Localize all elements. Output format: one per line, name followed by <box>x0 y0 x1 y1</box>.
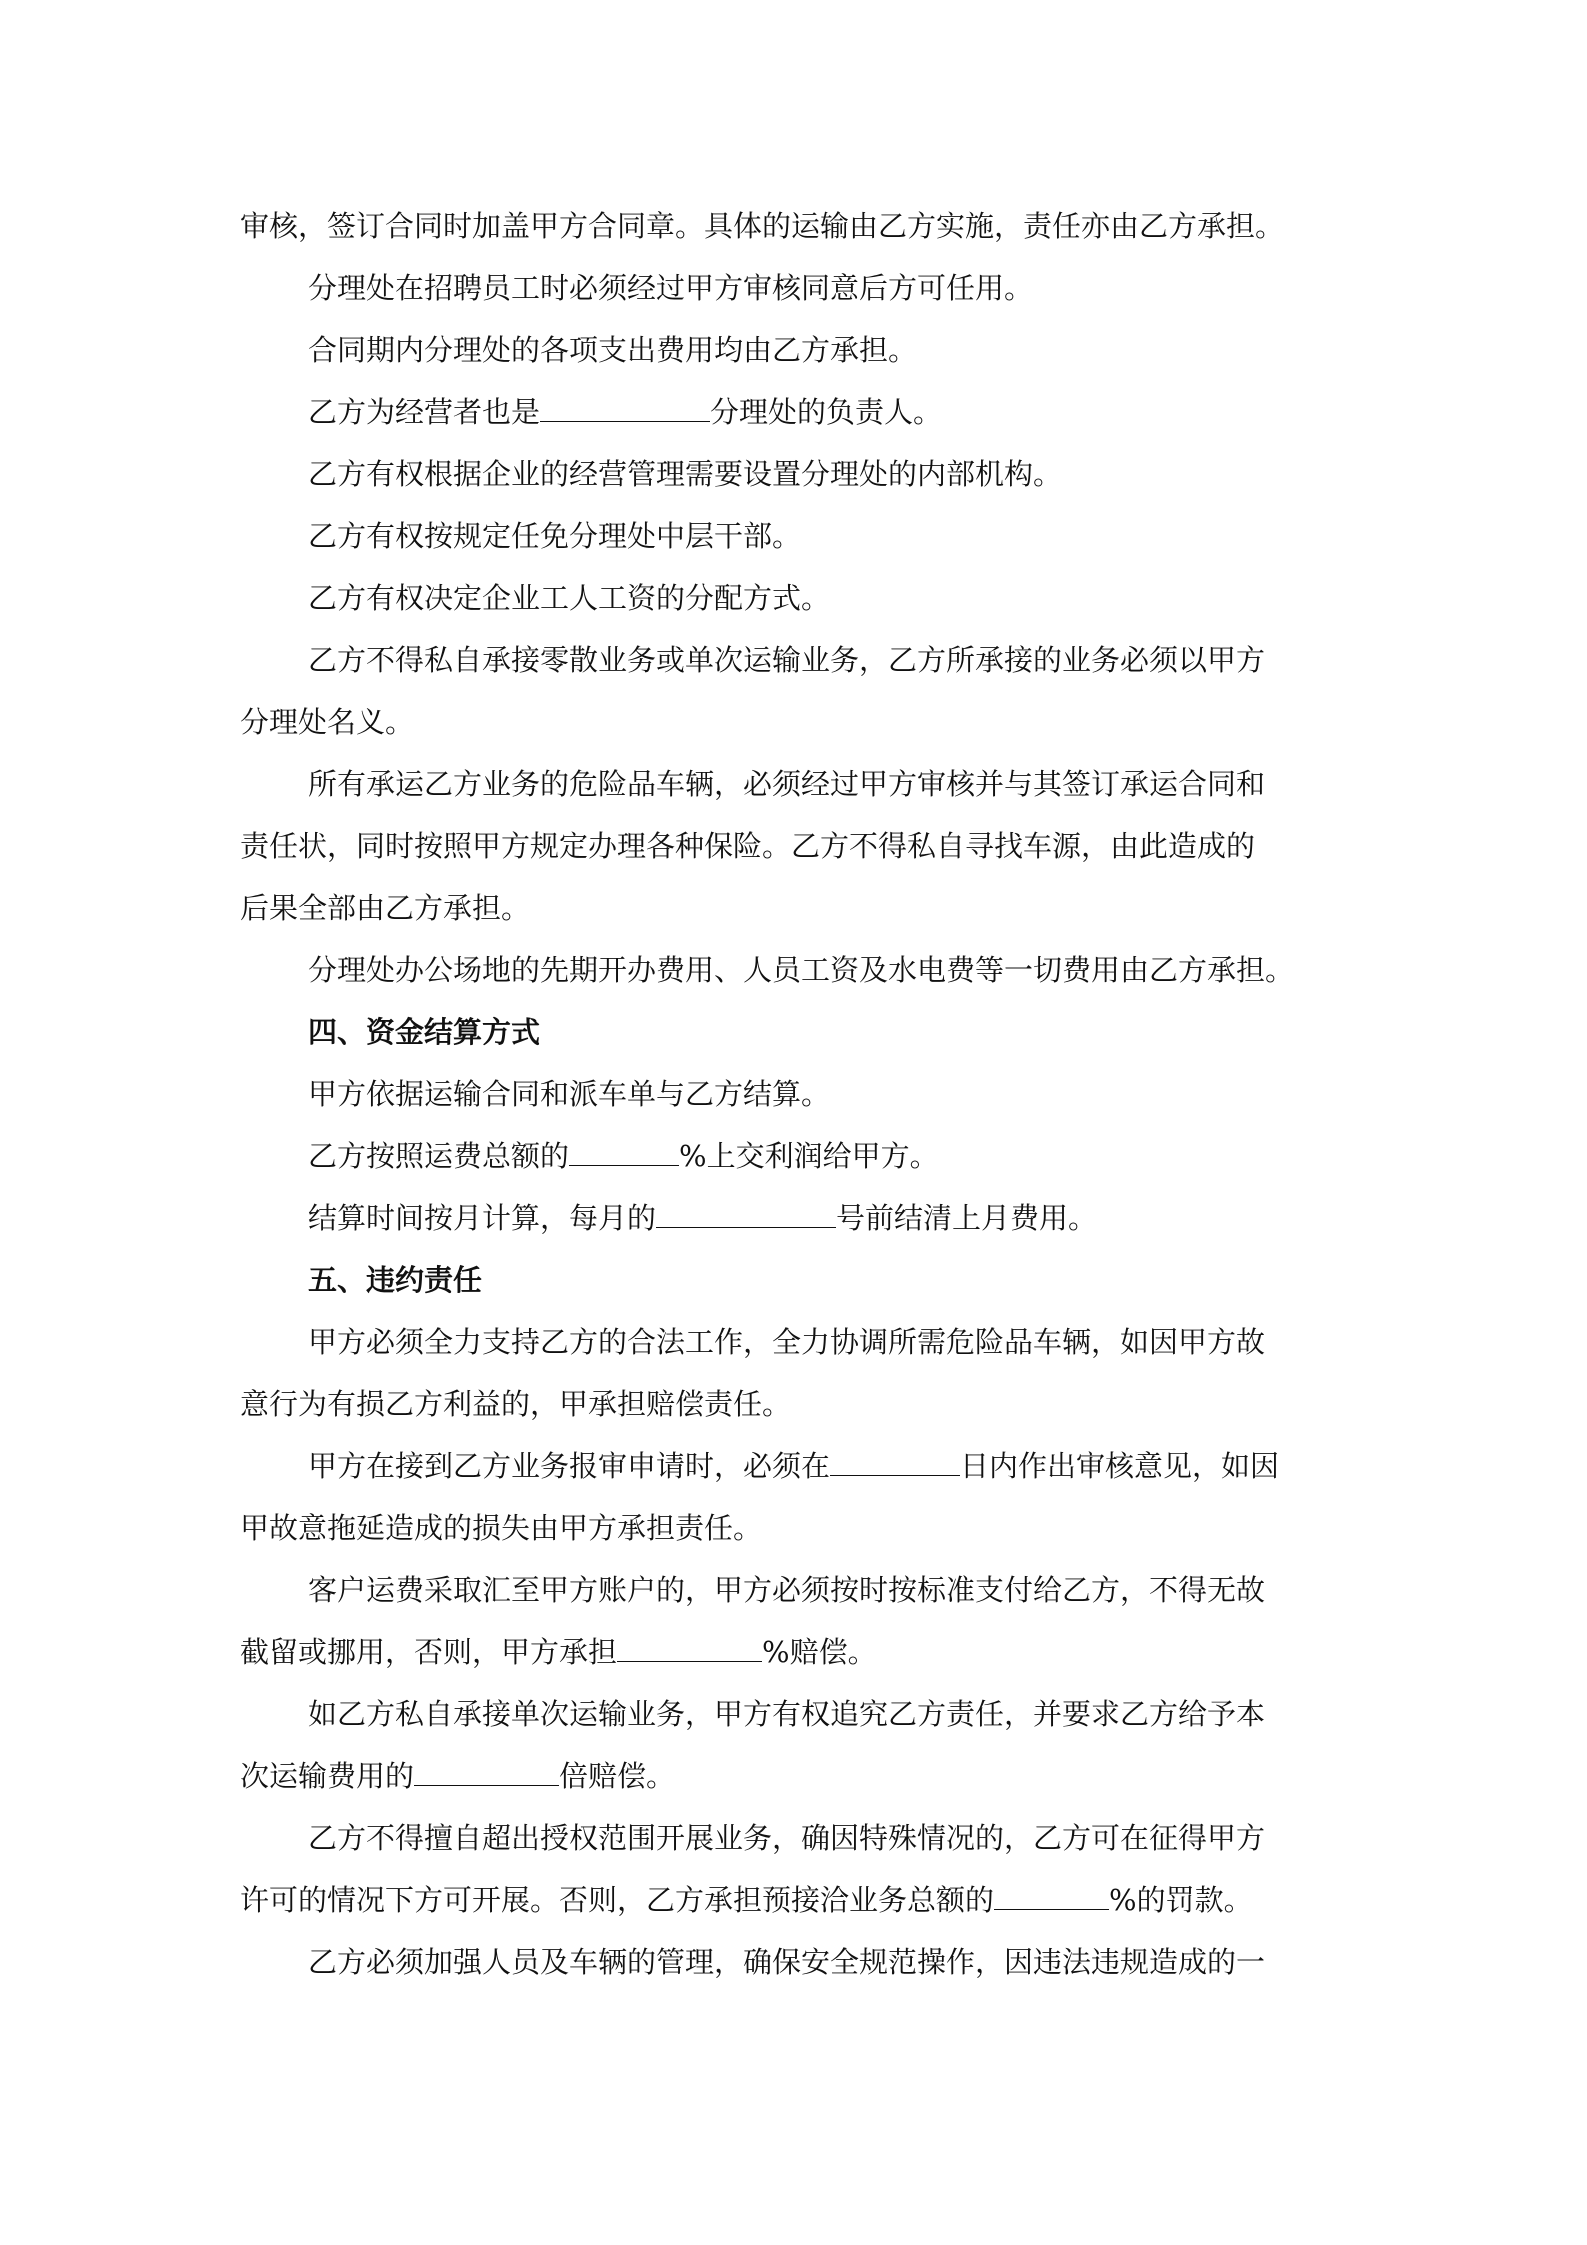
text-line <box>240 381 1365 443</box>
fill-in-blank[interactable] <box>540 395 710 422</box>
text-line: 所有承运乙方业务的危险品车辆，必须经过甲方审核并与其签订承运合同和 <box>308 767 1266 801</box>
text-line: 分理处在招聘员工时必须经过甲方审核同意后方可任用。 <box>308 271 1034 305</box>
text-line <box>240 1621 1365 1683</box>
text-line: 后果全部由乙方承担。 <box>240 891 531 925</box>
text-line: 意行为有损乙方利益的，甲承担赔偿责任。 <box>240 1387 792 1421</box>
text-line: 甲方必须全力支持乙方的合法工作，全力协调所需危险品车辆，如因甲方故 <box>308 1325 1266 1359</box>
fill-in-blank[interactable] <box>830 1449 960 1476</box>
text-segment: 乙方为经营者也是 <box>308 395 541 429</box>
text-segment: %的罚款。 <box>1109 1883 1253 1917</box>
text-segment: 截留或挪用，否则，甲方承担 <box>240 1635 618 1669</box>
text-line: 乙方有权决定企业工人工资的分配方式。 <box>308 581 831 615</box>
text-line: 客户运费采取汇至甲方账户的，甲方必须按时按标准支付给乙方，不得无故 <box>308 1573 1266 1607</box>
text-segment: 号前结清上月费用。 <box>836 1201 1098 1235</box>
text-segment: %赔偿。 <box>762 1635 877 1669</box>
text-line: 如乙方私自承接单次运输业务，甲方有权追究乙方责任，并要求乙方给予本 <box>308 1697 1266 1731</box>
text-line <box>240 1187 1365 1249</box>
section-heading: 五、违约责任 <box>308 1263 483 1297</box>
section-heading: 四、资金结算方式 <box>308 1015 541 1049</box>
fill-in-blank[interactable] <box>569 1139 679 1166</box>
text-line <box>240 1869 1365 1931</box>
text-line: 甲故意拖延造成的损失由甲方承担责任。 <box>240 1511 763 1545</box>
fill-in-blank[interactable] <box>994 1883 1109 1910</box>
text-segment: 乙方按照运费总额的 <box>308 1139 570 1173</box>
text-segment: %上交利润给甲方。 <box>679 1139 939 1173</box>
text-segment: 倍赔偿。 <box>559 1759 676 1793</box>
text-line: 甲方依据运输合同和派车单与乙方结算。 <box>308 1077 831 1111</box>
text-line <box>240 1745 1365 1807</box>
text-line: 乙方不得私自承接零散业务或单次运输业务，乙方所承接的业务必须以甲方 <box>308 643 1266 677</box>
text-segment: 日内作出审核意见，如因 <box>960 1449 1280 1483</box>
fill-in-blank[interactable] <box>656 1201 836 1228</box>
text-line: 分理处办公场地的先期开办费用、人员工资及水电费等一切费用由乙方承担。 <box>308 953 1295 987</box>
fill-in-blank[interactable] <box>414 1759 559 1786</box>
text-segment: 结算时间按月计算，每月的 <box>308 1201 657 1235</box>
text-line: 乙方有权按规定任免分理处中层干部。 <box>308 519 802 553</box>
text-line <box>240 1125 1365 1187</box>
fill-in-blank[interactable] <box>617 1635 762 1662</box>
text-line: 分理处名义。 <box>240 705 415 739</box>
text-segment: 许可的情况下方可开展。否则，乙方承担预接洽业务总额的 <box>240 1883 995 1917</box>
text-line: 乙方必须加强人员及车辆的管理，确保安全规范操作，因违法违规造成的一 <box>308 1945 1266 1979</box>
text-line: 合同期内分理处的各项支出费用均由乙方承担。 <box>308 333 918 367</box>
text-segment: 分理处的负责人。 <box>710 395 943 429</box>
text-line: 乙方有权根据企业的经营管理需要设置分理处的内部机构。 <box>308 457 1063 491</box>
text-line <box>240 1435 1365 1497</box>
text-line: 乙方不得擅自超出授权范围开展业务，确因特殊情况的，乙方可在征得甲方 <box>308 1821 1266 1855</box>
text-line: 审核，签订合同时加盖甲方合同章。具体的运输由乙方实施，责任亦由乙方承担。 <box>240 209 1285 243</box>
document-body <box>240 195 1365 1993</box>
text-segment: 次运输费用的 <box>240 1759 415 1793</box>
text-segment: 甲方在接到乙方业务报审申请时，必须在 <box>308 1449 831 1483</box>
text-line: 责任状，同时按照甲方规定办理各种保险。乙方不得私自寻找车源，由此造成的 <box>240 829 1256 863</box>
